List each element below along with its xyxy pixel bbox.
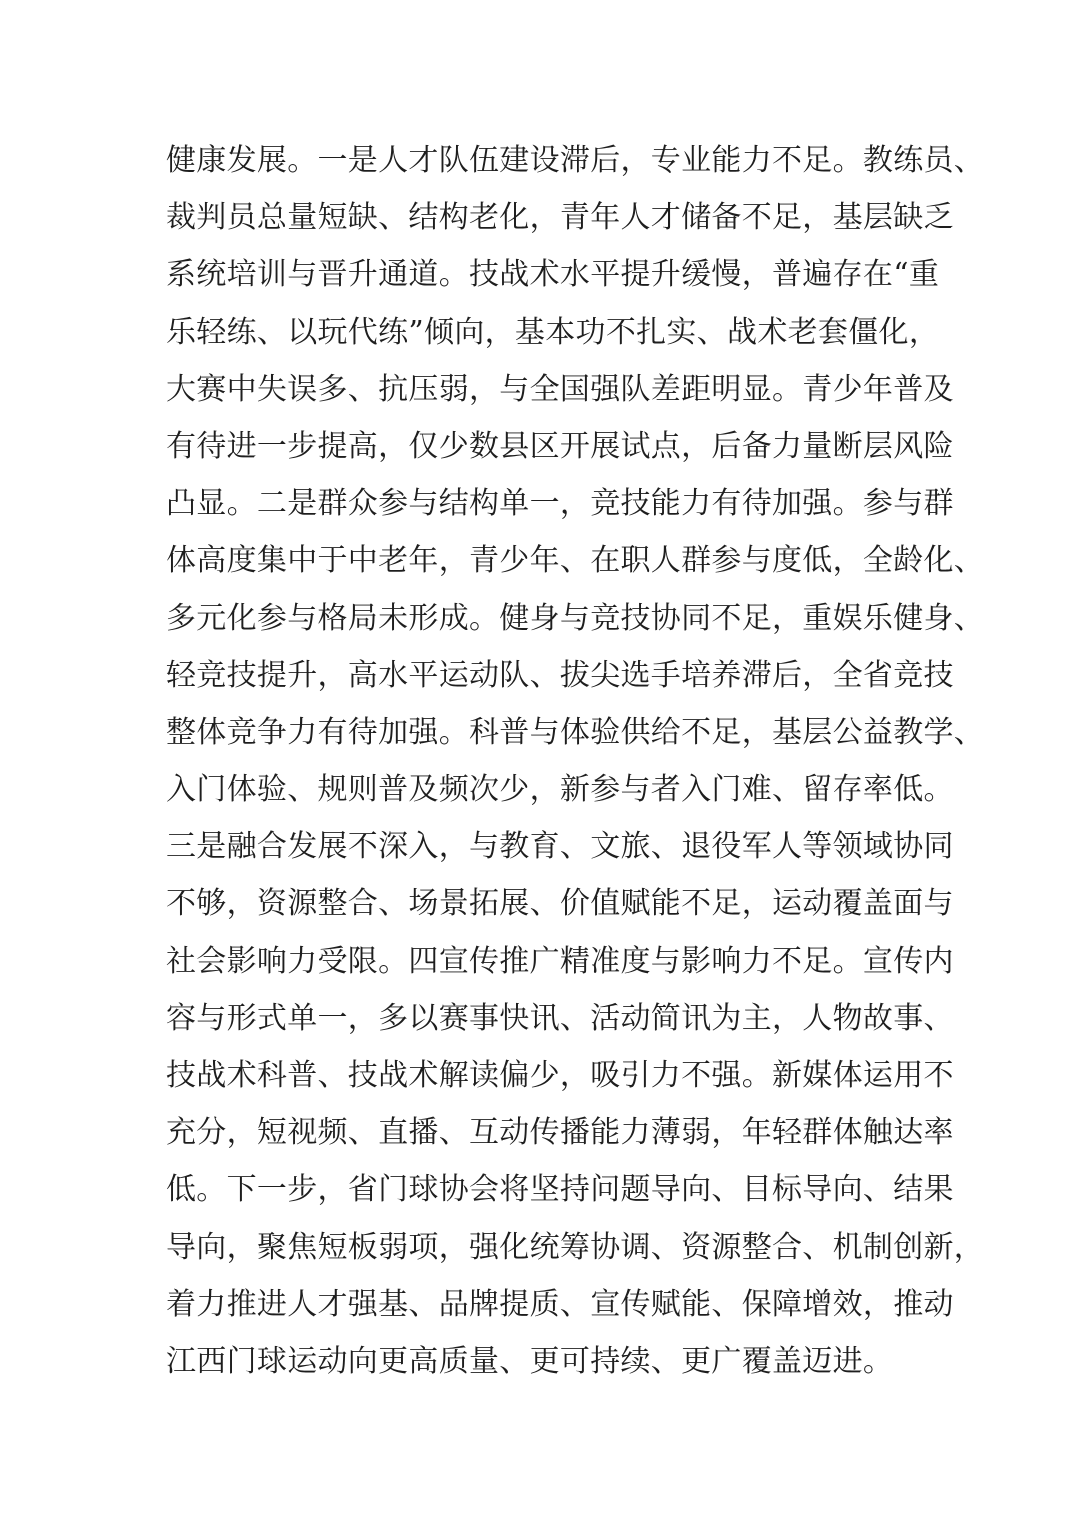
text-line: 导向，聚焦短板弱项，强化统筹协调、资源整合、机制创新， <box>166 1229 985 1265</box>
text-line: 多元化参与格局未形成。健身与竞技协同不足，重娱乐健身、 <box>166 600 985 636</box>
text-line: 整体竞争力有待加强。科普与体验供给不足，基层公益教学、 <box>166 714 985 750</box>
text-line: 乐轻练、以玩代练”倾向，基本功不扎实、战术老套僵化， <box>166 314 940 350</box>
text-line: 凸显。二是群众参与结构单一，竞技能力有待加强。参与群 <box>166 486 954 522</box>
text-line: 着力推进人才强基、品牌提质、宣传赋能、保障增效，推动 <box>166 1286 954 1322</box>
text-line: 技战术科普、技战术解读偏少，吸引力不强。新媒体运用不 <box>166 1058 954 1093</box>
text-line: 系统培训与晋升通道。技战术水平提升缓慢，普遍存在“重 <box>166 257 940 293</box>
text-line: 体高度集中于中老年，青少年、在职人群参与度低，全龄化、 <box>166 543 985 579</box>
body-paragraph <box>166 132 985 1390</box>
text-line: 三是融合发展不深入，与教育、文旅、退役军人等领域协同 <box>166 829 954 865</box>
text-line: 充分，短视频、直播、互动传播能力薄弱，年轻群体触达率 <box>166 1115 954 1151</box>
text-line: 不够，资源整合、场景拓展、价值赋能不足，运动覆盖面与 <box>166 886 954 922</box>
text-line: 低。下一步，省门球协会将坚持问题导向、目标导向、结果 <box>166 1172 954 1208</box>
text-line: 健康发展。一是人才队伍建设滞后，专业能力不足。教练员、 <box>166 143 985 178</box>
text-line: 入门体验、规则普及频次少，新参与者入门难、留存率低。 <box>166 772 954 808</box>
text-line: 大赛中失误多、抗压弱，与全国强队差距明显。青少年普及 <box>166 371 954 407</box>
text-line: 江西门球运动向更高质量、更可持续、更广覆盖迈进。 <box>166 1343 894 1379</box>
text-line: 有待进一步提高，仅少数县区开展试点，后备力量断层风险 <box>166 428 954 464</box>
text-line: 社会影响力受限。四宣传推广精准度与影响力不足。宣传内 <box>166 943 954 979</box>
text-line: 容与形式单一，多以赛事快讯、活动简讯为主，人物故事、 <box>166 1000 954 1036</box>
text-line: 裁判员总量短缺、结构老化，青年人才储备不足，基层缺乏 <box>166 200 954 236</box>
text-line: 轻竞技提升，高水平运动队、拔尖选手培养滞后，全省竞技 <box>166 657 954 693</box>
